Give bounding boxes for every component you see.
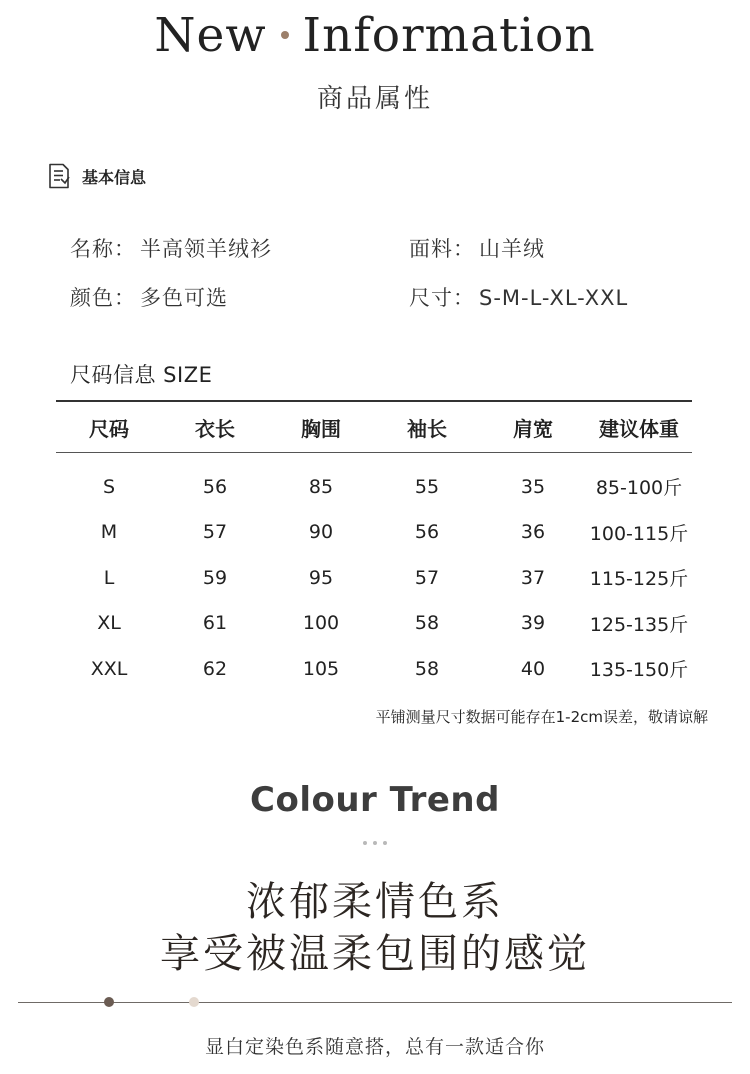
header-cell: 袖长 — [407, 416, 447, 441]
page-subtitle: 商品属性 — [316, 84, 433, 114]
table-row — [56, 464, 692, 510]
header-cell: 胸围 — [301, 416, 341, 441]
table-cell: 35 — [520, 475, 546, 498]
attr-color — [70, 282, 228, 312]
colour-trend-dots — [363, 841, 387, 845]
attr-color-key: 颜色： — [70, 286, 136, 310]
table-cell: 90 — [308, 521, 334, 544]
table-cell: 100 — [302, 612, 340, 635]
decor-dot — [383, 841, 387, 845]
table-cell: 57 — [414, 566, 440, 589]
table-cell: S — [102, 475, 116, 498]
table-cell: 95 — [308, 566, 334, 589]
document-list-icon — [48, 163, 70, 189]
measurement-note: 平铺测量尺寸数据可能存在1-2cm误差，敬请谅解 — [375, 708, 708, 726]
table-cell: 58 — [414, 612, 440, 635]
divider-dot-light — [189, 997, 199, 1007]
table-cell: 85-100斤 — [595, 477, 683, 500]
header-cell: 衣长 — [195, 416, 235, 441]
table-cell: XXL — [90, 657, 128, 680]
table-cell: 61 — [202, 612, 228, 635]
page-title — [0, 8, 750, 63]
table-cell: 36 — [520, 521, 546, 544]
size-table-title: 尺码信息 SIZE — [70, 363, 213, 387]
table-header-row — [56, 402, 692, 452]
decor-dot — [363, 841, 367, 845]
attr-name — [70, 233, 272, 263]
table-cell: 58 — [414, 657, 440, 680]
table-cell: 105 — [302, 657, 340, 680]
table-cell: 125-135斤 — [589, 613, 689, 636]
table-cell: 56 — [414, 521, 440, 544]
colour-trend-title: Colour Trend — [250, 780, 500, 820]
attr-size-key: 尺寸： — [409, 286, 475, 310]
table-cell: M — [100, 521, 118, 544]
table-cell: XL — [97, 612, 121, 635]
attr-fabric-key: 面料： — [409, 237, 475, 261]
table-cell: 39 — [520, 612, 546, 635]
attr-name-value: 半高领羊绒衫 — [140, 237, 272, 261]
table-cell: 55 — [414, 475, 440, 498]
table-cell: 37 — [520, 566, 546, 589]
attr-fabric-value: 山羊绒 — [479, 237, 545, 261]
table-cell: 135-150斤 — [589, 659, 689, 682]
table-cell: 59 — [202, 566, 228, 589]
table-cell: 57 — [202, 521, 228, 544]
slogan-line-2: 享受被温柔包围的感觉 — [160, 931, 590, 977]
header-cell: 建议体重 — [599, 416, 679, 441]
table-cell: 100-115斤 — [589, 522, 689, 545]
title-separator-dot — [281, 31, 289, 39]
slogan-line-1: 浓郁柔情色系 — [246, 879, 504, 925]
attr-fabric — [409, 233, 545, 263]
attr-name-key: 名称： — [70, 237, 136, 261]
table-row — [56, 601, 692, 647]
table-cell: L — [103, 566, 115, 589]
divider-line — [18, 1002, 732, 1003]
table-row — [56, 646, 692, 692]
title-word-new: New — [154, 8, 267, 63]
table-cell: 85 — [308, 475, 334, 498]
table-cell: 62 — [202, 657, 228, 680]
size-table — [56, 400, 692, 692]
attr-size-value: S-M-L-XL-XXL — [479, 286, 629, 310]
basic-info-heading — [48, 162, 146, 190]
basic-info-label: 基本信息 — [82, 167, 147, 187]
table-row — [56, 555, 692, 601]
table-cell: 40 — [520, 657, 546, 680]
header-cell: 尺码 — [89, 416, 129, 441]
divider-dot-dark — [104, 997, 114, 1007]
attr-size — [409, 282, 628, 312]
decor-dot — [373, 841, 377, 845]
table-row — [56, 510, 692, 556]
table-cell: 56 — [202, 475, 228, 498]
title-word-information: Information — [302, 8, 596, 63]
attr-color-value: 多色可选 — [140, 286, 228, 310]
table-cell: 115-125斤 — [589, 568, 689, 591]
footer-tagline: 显白定染色系随意搭，总有一款适合你 — [204, 1036, 545, 1058]
table-body — [56, 453, 692, 692]
header-cell: 肩宽 — [513, 416, 553, 441]
